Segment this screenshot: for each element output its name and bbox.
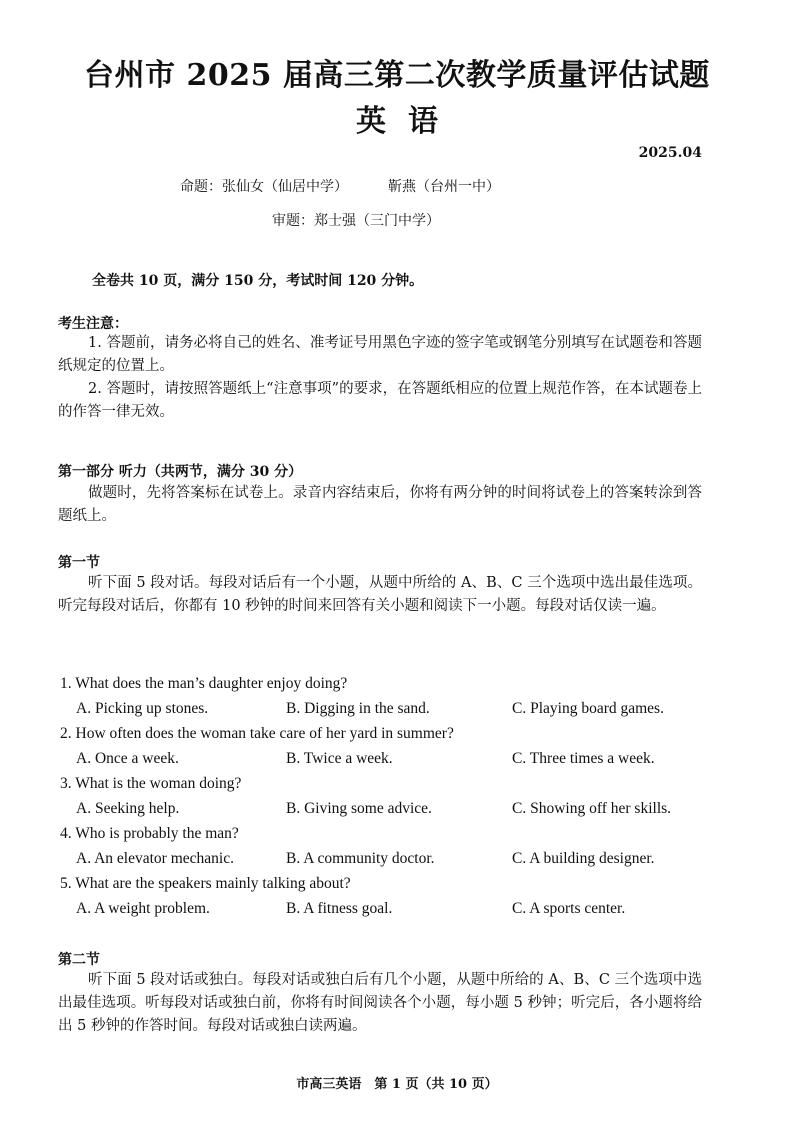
q5-option-a: A. A weight problem. xyxy=(76,900,210,917)
q1-option-a: A. Picking up stones. xyxy=(76,700,209,717)
part1-instruction: 做题时，先将答案标在试卷上。录音内容结束后，你将有两分钟的时间将试卷上的答案转涂到答题纸上。 xyxy=(58,485,702,524)
q1-option-b: B. Digging in the sand. xyxy=(286,700,430,717)
q4-option-b: B. A community doctor. xyxy=(286,850,435,867)
reviewer: 审题：郑士强（三门中学） xyxy=(272,213,440,229)
q2-option-c: C. Three times a week. xyxy=(512,750,655,767)
page-footer: 市高三英语 第 1 页（共 10 页） xyxy=(296,1077,498,1092)
question-4: 4. Who is probably the man? xyxy=(60,825,239,842)
q3-option-c: C. Showing off her skills. xyxy=(512,800,672,817)
exam-summary: 全卷共 10 页，满分 150 分，考试时间 120 分钟。 xyxy=(92,273,424,289)
notice-item-2: 2. 答题时，请按照答题纸上“注意事项”的要求，在答题纸相应的位置上规范作答，在本试题卷上的作答一律无效。 xyxy=(58,381,702,420)
part1-heading: 第一部分 听力（共两节，满分 30 分） xyxy=(58,464,303,480)
section2-heading: 第二节 xyxy=(58,952,100,968)
q1-option-c: C. Playing board games. xyxy=(512,700,664,717)
section2-instruction: 听下面 5 段对话或独白。每段对话或独白后有几个小题，从题中所给的 A、B、C 三个选项中选出最佳选项。听每段对话或独白前，你将有时间阅读各个小题，每小题 5 秒钟；听完后，各小题将给出 5 秒钟的作答时间。每段对话或独白读两遍。 xyxy=(58,972,702,1034)
question-1: 1. What does the man’s daughter enjoy doing? xyxy=(60,675,348,692)
section1-heading: 第一节 xyxy=(58,555,100,571)
q3-option-a: A. Seeking help. xyxy=(76,800,180,817)
section1-instruction: 听下面 5 段对话。每段对话后有一个小题，从题中所给的 A、B、C 三个选项中选出最佳选项。听完每段对话后，你都有 10 秒钟的时间来回答有关小题和阅读下一小题。每段对话仅读一遍。 xyxy=(58,575,702,614)
exam-date: 2025.04 xyxy=(638,145,702,161)
q5-option-b: B. A fitness goal. xyxy=(286,900,393,917)
setter-second: 靳燕（台州一中） xyxy=(388,179,500,195)
notice-heading: 考生注意： xyxy=(58,316,128,332)
exam-title: 台州市 2025 届高三第二次教学质量评估试题 xyxy=(84,58,710,93)
setter-first: 命题：张仙女（仙居中学） xyxy=(180,179,348,195)
q5-option-c: C. A sports center. xyxy=(512,900,626,917)
question-2: 2. How often does the woman take care of her yard in summer? xyxy=(60,725,454,742)
question-3: 3. What is the woman doing? xyxy=(60,775,242,792)
notice-item-1: 1. 答题前，请务必将自己的姓名、准考证号用黑色字迹的签字笔或钢笔分别填写在试题卷和答题纸规定的位置上。 xyxy=(58,335,702,374)
q4-option-c: C. A building designer. xyxy=(512,850,655,867)
q3-option-b: B. Giving some advice. xyxy=(286,800,432,817)
q2-option-a: A. Once a week. xyxy=(76,750,179,767)
q2-option-b: B. Twice a week. xyxy=(286,750,393,767)
q4-option-a: A. An elevator mechanic. xyxy=(76,850,234,867)
question-setters xyxy=(180,176,500,196)
subject-title: 英语 xyxy=(356,104,460,139)
question-5: 5. What are the speakers mainly talking about? xyxy=(60,875,351,892)
